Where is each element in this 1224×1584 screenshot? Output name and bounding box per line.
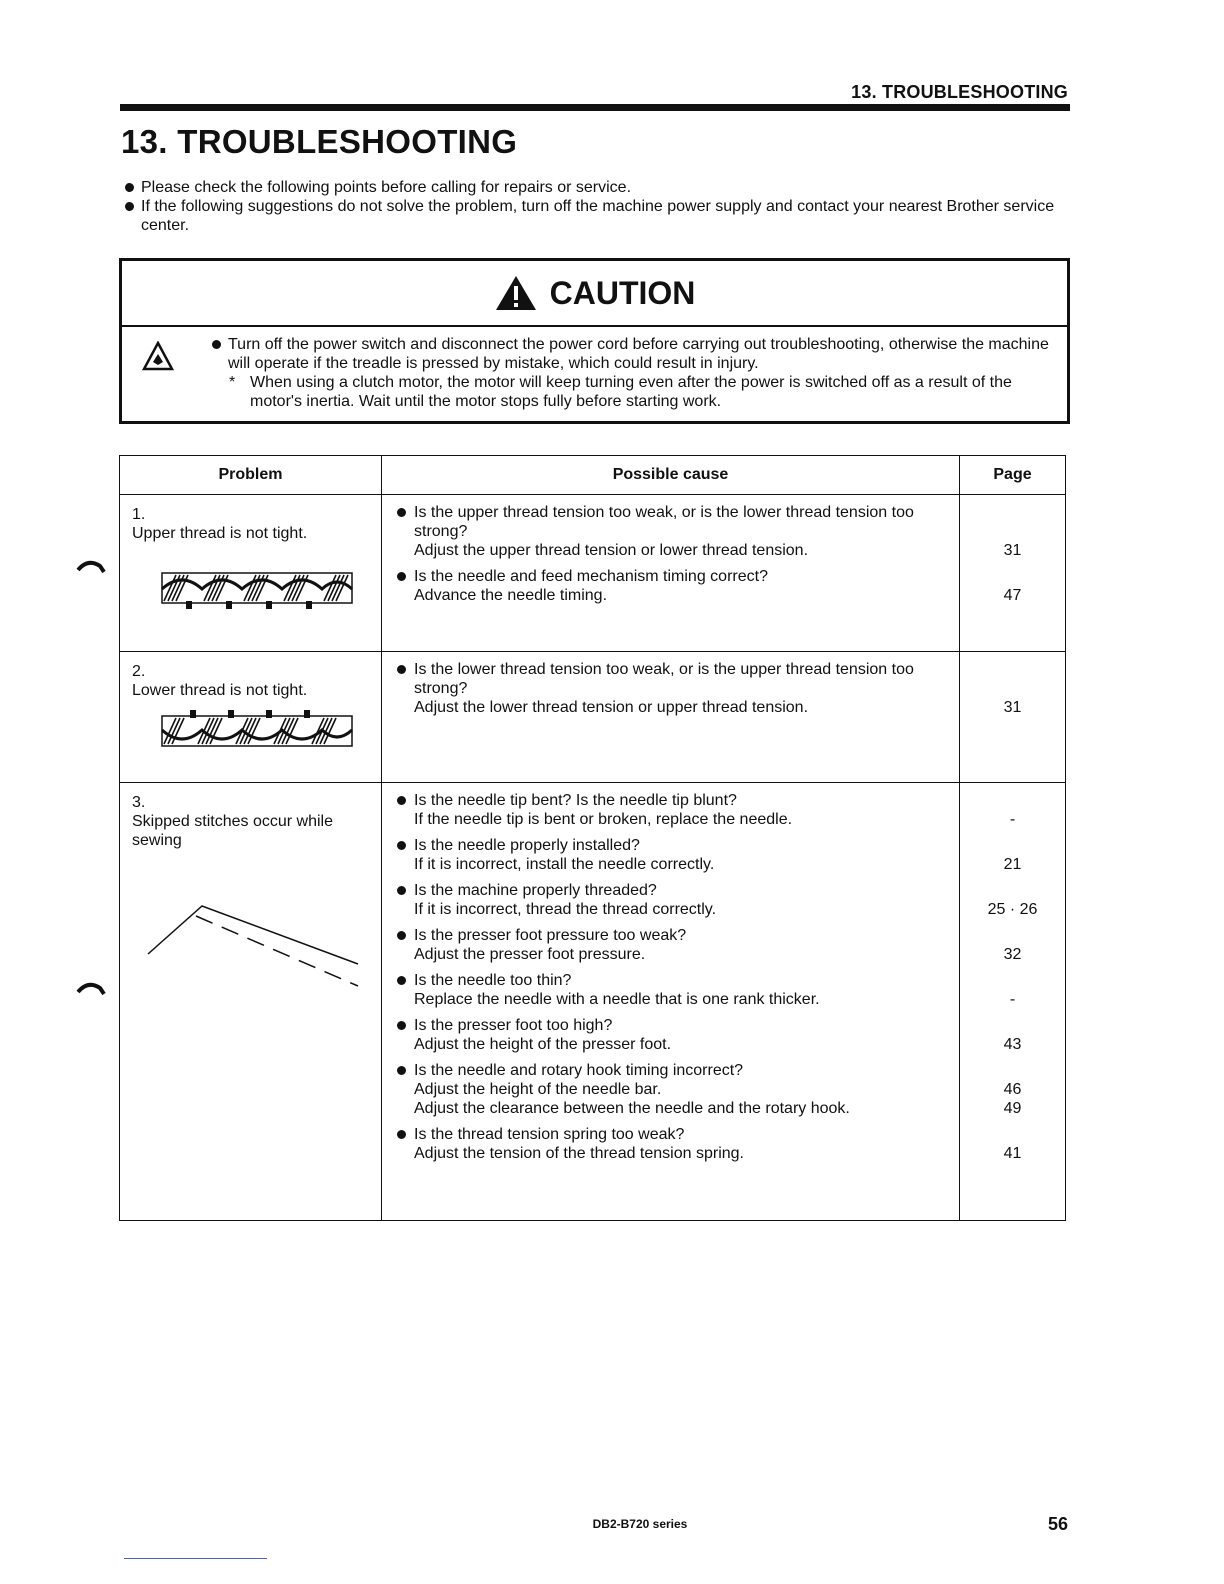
- cause-action: Replace the needle with a needle that is one rank thicker.: [414, 991, 820, 1008]
- cause-item: [396, 836, 949, 874]
- table-row: [120, 652, 1066, 783]
- cause-question: Is the needle and rotary hook timing incorrect?: [414, 1062, 744, 1079]
- problem-text: Skipped stitches occur while sewing: [132, 813, 333, 849]
- warning-triangle-icon: [494, 274, 538, 312]
- cause-question: Is the thread tension spring too weak?: [414, 1126, 685, 1143]
- page-title: 13. TROUBLESHOOTING: [121, 123, 518, 160]
- page-number: 56: [1047, 1514, 1068, 1534]
- problem-number: 1.: [132, 506, 146, 523]
- cause-item: [396, 503, 949, 560]
- table-row: [120, 495, 1066, 652]
- intro-item: Please check the following points before calling for repairs or service.: [123, 178, 1073, 197]
- page-ref: 25 · 26: [987, 901, 1038, 918]
- cause-item: [396, 791, 949, 829]
- cause-question: Is the needle and feed mechanism timing correct?: [414, 568, 768, 585]
- cause-action: Adjust the clearance between the needle and the rotary hook.: [414, 1100, 850, 1117]
- cause-question: Is the upper thread tension too weak, or is the lower thread tension too strong?: [414, 504, 914, 540]
- upper-thread-loose-illustration: [132, 567, 362, 611]
- problem-cell: [120, 495, 382, 652]
- caution-bullet: Turn off the power switch and disconnect the power cord before carrying out troubleshooting, otherwise the machine will operate if the treadle is pressed by mistake, which could result in injury.: [212, 335, 1055, 373]
- running-header: 13. TROUBLESHOOTING: [851, 82, 1068, 102]
- cause-cell: [382, 652, 960, 783]
- intro-item: If the following suggestions do not solve the problem, turn off the machine power supply and contact your nearest Brother service center.: [123, 197, 1073, 235]
- header-rule: [120, 104, 1070, 111]
- header-page: Page: [960, 456, 1066, 495]
- cause-item: [396, 1125, 949, 1163]
- cause-action: Adjust the height of the presser foot.: [414, 1036, 672, 1053]
- page-ref: 47: [1003, 587, 1022, 604]
- caution-header: [122, 261, 1067, 327]
- cause-item: [396, 926, 949, 964]
- cause-question: Is the lower thread tension too weak, or is the upper thread tension too strong?: [414, 661, 914, 697]
- page-ref: 46: [1003, 1081, 1022, 1098]
- cause-action: Adjust the height of the needle bar.: [414, 1081, 662, 1098]
- caution-note: [212, 373, 1055, 411]
- lower-thread-loose-illustration: [132, 710, 362, 754]
- page-cell: [960, 783, 1066, 1221]
- problem-text: Upper thread is not tight.: [132, 525, 308, 542]
- cause-question: Is the machine properly threaded?: [414, 882, 657, 899]
- problem-number: 3.: [132, 794, 146, 811]
- page-ref: 43: [1003, 1036, 1022, 1053]
- caution-heading: CAUTION: [549, 274, 696, 311]
- problem-cell: [120, 783, 382, 1221]
- page-ref: -: [1009, 991, 1016, 1008]
- cause-action: Adjust the upper thread tension or lower thread tension.: [414, 542, 809, 559]
- table-header-row: [120, 456, 1066, 495]
- problem-cell: [120, 652, 382, 783]
- page-ref: 32: [1003, 946, 1022, 963]
- page-ref: -: [1009, 811, 1016, 828]
- footer-rule: [124, 1558, 267, 1559]
- page-ref: 31: [1003, 542, 1022, 559]
- cause-action: If it is incorrect, thread the thread correctly.: [414, 901, 717, 918]
- cause-cell: [382, 783, 960, 1221]
- cause-question: Is the needle too thin?: [414, 972, 572, 989]
- page-ref: 31: [1003, 699, 1022, 716]
- cause-question: Is the needle tip bent? Is the needle tip blunt?: [414, 792, 737, 809]
- cause-question: Is the presser foot too high?: [414, 1017, 613, 1034]
- cause-action: Advance the needle timing.: [414, 587, 608, 604]
- caution-box: [119, 258, 1070, 424]
- cause-item: [396, 1061, 949, 1118]
- cause-action: Adjust the tension of the thread tension spring.: [414, 1145, 744, 1162]
- cause-question: Is the needle properly installed?: [414, 837, 640, 854]
- cause-item: [396, 1016, 949, 1054]
- note-mark: *: [229, 374, 236, 391]
- page-ref: 41: [1003, 1145, 1022, 1162]
- page-cell: [960, 495, 1066, 652]
- caution-note-text: When using a clutch motor, the motor will keep turning even after the power is switched off as a result of the motor's inertia. Wait until the motor stops fully before starting work.: [250, 374, 1012, 410]
- cause-action: Adjust the lower thread tension or upper thread tension.: [414, 699, 809, 716]
- troubleshooting-table: [119, 455, 1066, 1221]
- problem-text: Lower thread is not tight.: [132, 682, 308, 699]
- caution-body: [122, 327, 1067, 411]
- page-ref: 49: [1003, 1100, 1022, 1117]
- header-problem: Problem: [120, 456, 382, 495]
- cause-item: [396, 660, 949, 717]
- problem-number: 2.: [132, 663, 146, 680]
- binding-mark-icon: [76, 978, 106, 998]
- page-cell: [960, 652, 1066, 783]
- footer-series: DB2-B720 series: [592, 1517, 688, 1531]
- hazard-pinch-icon: [142, 341, 174, 371]
- cause-action: If it is incorrect, install the needle correctly.: [414, 856, 715, 873]
- page-ref: 21: [1003, 856, 1022, 873]
- cause-action: If the needle tip is bent or broken, replace the needle.: [414, 811, 793, 828]
- skipped-stitches-illustration: [132, 894, 362, 994]
- table-row: [120, 783, 1066, 1221]
- binding-mark-icon: [76, 556, 106, 576]
- cause-item: [396, 881, 949, 919]
- cause-item: [396, 971, 949, 1009]
- intro-list: [123, 178, 1073, 235]
- cause-item: [396, 567, 949, 605]
- header-cause: Possible cause: [382, 456, 960, 495]
- cause-action: Adjust the presser foot pressure.: [414, 946, 646, 963]
- cause-cell: [382, 495, 960, 652]
- cause-question: Is the presser foot pressure too weak?: [414, 927, 687, 944]
